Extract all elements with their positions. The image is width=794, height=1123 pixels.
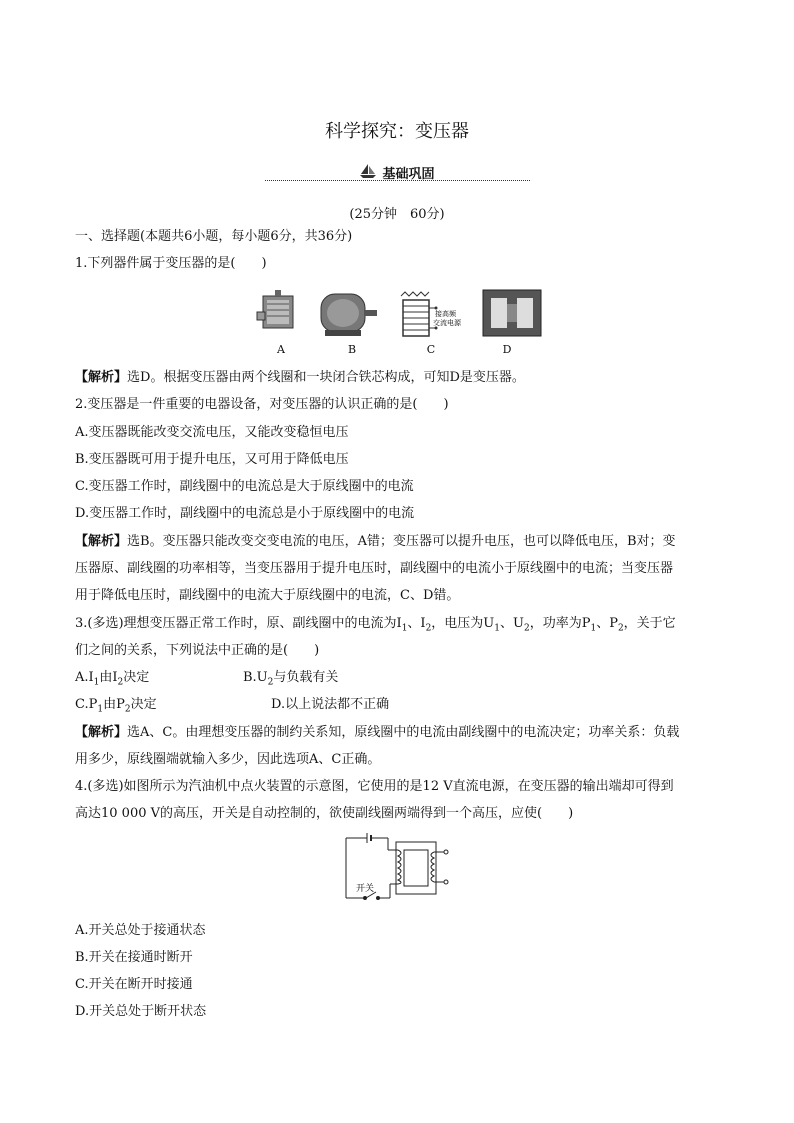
q4-option-d: D.开关总处于断开状态 — [75, 1004, 207, 1019]
section-divider — [265, 180, 530, 181]
q2-stem: 2.变压器是一件重要的电器设备，对变压器的认识正确的是( ) — [75, 397, 449, 412]
q3-analysis-line-2: 用多少，原线圈端就输入多少，因此选项A、C正确。 — [75, 752, 381, 767]
q3-option-a: $A.I_1$由$I_2$决定 — [75, 670, 150, 688]
c-annotation-2: 交流电源 — [433, 319, 461, 327]
analysis-text: 选B。变压器只能改变交变电流的电压，A错；变压器可以提升电压，也可以降低电压，B对；变 — [127, 534, 676, 549]
analysis-text: 选D。根据变压器由两个线圈和一块闭合铁芯构成，可知D是变压器。 — [127, 370, 525, 385]
q2-option-a: A.变压器既能改变交流电压，又能改变稳恒电压 — [75, 425, 349, 440]
q1-figure — [255, 286, 550, 342]
q1-analysis — [75, 370, 525, 386]
q2-analysis-line-2: 压器原、副线圈的功率相等，当变压器用于提升电压时，副线圈中的电流小于原线圈中的电流；当变压器 — [75, 561, 674, 576]
device-a-image — [257, 290, 293, 328]
device-b-image — [321, 294, 377, 336]
analysis-tag: 【解析】 — [75, 534, 128, 549]
q3-analysis-line-1 — [75, 725, 679, 741]
q1-label-d: D — [502, 343, 512, 356]
q4-option-a: A.开关总处于接通状态 — [75, 923, 206, 938]
q1-label-a: A — [277, 343, 285, 356]
analysis-tag: 【解析】 — [75, 725, 128, 740]
c-annotation-1: 接高频 — [435, 310, 456, 318]
q3-stem-line-1: 3.(多选)理想变压器正常工作时，原、副线圈中的电流为$I_1$、$I_2$，电压为$U_1$、$U_2$，功率为$P_1$、$P_2$，关于它 — [75, 616, 676, 634]
section-label: 基础巩固 — [382, 167, 435, 182]
q4-circuit-diagram — [340, 830, 455, 910]
q3-stem-line-2: 们之间的关系，下列说法中正确的是( ) — [75, 643, 320, 658]
q4-option-c: C.开关在断开时接通 — [75, 977, 193, 992]
q1-label-c: C — [426, 343, 436, 356]
q4-option-b: B.开关在接通时断开 — [75, 950, 193, 965]
page-title: 科学探究：变压器 — [325, 121, 469, 142]
analysis-tag: 【解析】 — [75, 370, 128, 385]
time-score: (25分钟 60分) — [349, 207, 445, 222]
q2-option-d: D.变压器工作时，副线圈中的电流总是小于原线圈中的电流 — [75, 506, 415, 521]
q1-stem: 1.下列器件属于变压器的是( ) — [75, 256, 267, 271]
q3-option-d: D.以上说法都不正确 — [271, 697, 390, 712]
q4-stem-line-1: 4.(多选)如图所示为汽油机中点火装置的示意图，它使用的是12 V直流电源，在变压器的输出端却可得到 — [75, 779, 674, 794]
q2-option-c: C.变压器工作时，副线圈中的电流总是大于原线圈中的电流 — [75, 479, 414, 494]
q2-option-b: B.变压器既可用于提升电压，又可用于降低电压 — [75, 452, 349, 467]
q4-stem-line-2: 高达10 000 V的高压，开关是自动控制的，欲使副线圈两端得到一个高压，应使( ) — [75, 806, 574, 821]
q3-option-c: $C.P_1$由$P_2$决定 — [75, 697, 157, 715]
q2-analysis-line-1 — [75, 534, 676, 550]
q3-option-b: $B.U_2$与负载有关 — [243, 670, 339, 688]
q1-label-b: B — [347, 343, 357, 356]
device-c-image — [401, 292, 462, 336]
q2-analysis-line-3: 用于降低电压时，副线圈中的电流大于原线圈中的电流，C、D错。 — [75, 588, 460, 603]
switch-label: 开关 — [356, 884, 375, 894]
part-one-heading: 一、选择题(本题共6小题，每小题6分，共36分) — [75, 229, 353, 244]
analysis-text: 选A、C。由理想变压器的制约关系知，原线圈中的电流由副线圈中的电流决定；功率关系：负载 — [127, 725, 680, 740]
device-d-image — [483, 290, 541, 336]
